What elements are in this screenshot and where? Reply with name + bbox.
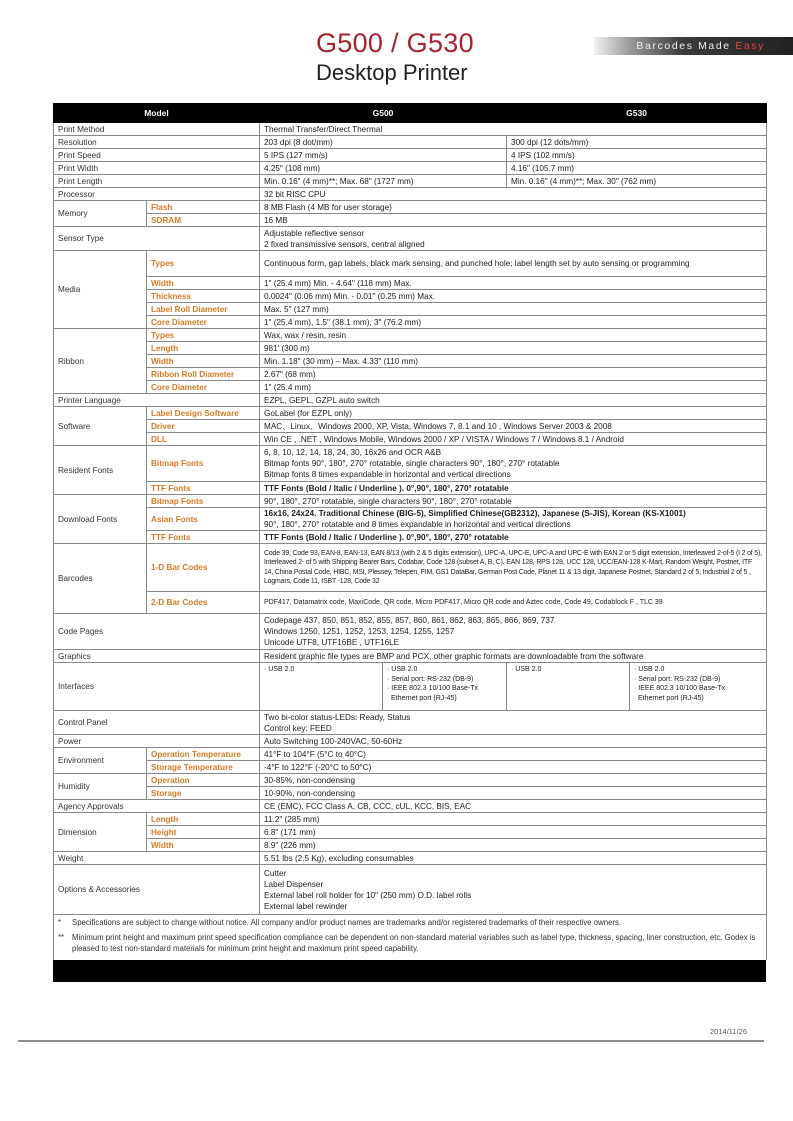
row-value: 32 bit RISC CPU <box>260 188 767 201</box>
value-line: · USB 2.0 <box>634 666 665 673</box>
value-line: · USB 2.0 <box>264 666 295 673</box>
value-line: External label rewinder <box>264 901 348 911</box>
row-label: Memory <box>54 201 147 227</box>
row-label: Options & Accessories <box>54 865 260 915</box>
value-line: · USB 2.0 <box>387 666 418 673</box>
sub-label: Label Design Software <box>147 407 260 420</box>
sub-label: Length <box>147 813 260 826</box>
table-row <box>54 407 767 420</box>
table-row <box>54 787 767 800</box>
table-row <box>54 329 767 342</box>
sub-label: 1-D Bar Codes <box>147 544 260 592</box>
table-row <box>54 188 767 201</box>
g530-interface-a <box>507 663 630 711</box>
table-row <box>54 251 767 277</box>
sub-label: DLL <box>147 433 260 446</box>
sub-label: Bitmap Fonts <box>147 495 260 508</box>
value-line: External label roll holder for 10" (250 mm) O.D. label rolls <box>264 890 472 900</box>
sub-label: Storage <box>147 787 260 800</box>
row-label: Download Fonts <box>54 495 147 544</box>
value-line: Unicode UTF8, UTF16BE , UTF16LE <box>264 638 400 647</box>
value-line: 2 fixed transmissive sensors, central aligned <box>264 239 425 249</box>
sub-label: Length <box>147 342 260 355</box>
row-value: 11.2" (285 mm) <box>260 813 767 826</box>
row-value <box>260 227 767 251</box>
sub-label: Width <box>147 355 260 368</box>
g500-interface-a <box>260 663 383 711</box>
sub-label: Driver <box>147 420 260 433</box>
table-row <box>54 839 767 852</box>
value-line: · IEEE 802.3 10/100 Base-Tx <box>634 685 726 692</box>
sub-label: SDRAM <box>147 214 260 227</box>
table-row <box>54 482 767 495</box>
value-line: · Serial port: RS-232 (DB-9) <box>387 675 474 683</box>
table-row <box>54 774 767 787</box>
table-row <box>54 136 767 149</box>
row-value: 1" (25.4 mm) Min. - 4.64" (118 mm) Max. <box>260 277 767 290</box>
table-row <box>54 761 767 774</box>
row-value: Min. 1.18" (30 mm) – Max. 4.33" (110 mm) <box>260 355 767 368</box>
row-value: 8.9" (226 mm) <box>260 839 767 852</box>
footnote-row <box>54 930 767 960</box>
value-line: Bitmap fonts 8 times expandable in horizontal and vertical directions <box>264 470 511 479</box>
table-row <box>54 214 767 227</box>
table-row <box>54 355 767 368</box>
sub-label: Core Diameter <box>147 381 260 394</box>
value-line: Two bi-color status-LEDs: Ready, Status <box>264 712 411 722</box>
row-label: Print Width <box>54 162 260 175</box>
sub-label: Operation Temperature <box>147 748 260 761</box>
g500-value: 5 IPS (127 mm/s) <box>260 149 507 162</box>
row-value: TTF Fonts (Bold / Italic / Underline ). 0°,90°, 180°, 270° rotatable <box>260 531 767 544</box>
document-date: 2014/11/26 <box>710 1027 747 1036</box>
value-line: 16x16, 24x24. Traditional Chinese (BIG-5), Simplified Chinese(GB2312), Japanese (S-JIS), Korean (KS-X1001) <box>264 509 686 518</box>
g500-value: Min. 0.16" (4 mm)**; Max. 68" (1727 mm) <box>260 175 507 188</box>
sub-label: 2-D Bar Codes <box>147 592 260 614</box>
row-value: Auto Switching 100-240VAC, 50-60Hz <box>260 735 767 748</box>
value-line: Codepage 437, 850, 851, 852, 855, 857, 860, 861, 862, 863, 865, 866, 869, 737 <box>264 616 555 625</box>
table-row <box>54 592 767 614</box>
table-row <box>54 663 767 711</box>
row-value: PDF417, Datamatrix code, MaxiCode, QR code, Micro PDF417, Micro QR code and Aztec code, Code 49, Codablock F , TLC 39 <box>260 592 767 614</box>
row-label: Print Method <box>54 123 260 136</box>
col-model: Model <box>54 104 260 123</box>
table-row <box>54 420 767 433</box>
value-line: Cutter <box>264 868 287 878</box>
value-line: Ethernet port (RJ-45) <box>638 694 704 702</box>
row-label: Media <box>54 251 147 329</box>
value-line: Control key: FEED <box>264 723 332 733</box>
sub-label: Operation <box>147 774 260 787</box>
sub-label: TTF Fonts <box>147 482 260 495</box>
footnote-row <box>54 915 767 930</box>
row-value: 5.51 lbs (2.5 Kg), excluding consumables <box>260 852 767 865</box>
footer-rule <box>18 1040 764 1042</box>
table-row <box>54 123 767 136</box>
row-value: 10-90%, non-condensing <box>260 787 767 800</box>
row-value: 6.8" (171 mm) <box>260 826 767 839</box>
row-label: Interfaces <box>54 663 260 711</box>
sub-label: Core Diameter <box>147 316 260 329</box>
table-row <box>54 277 767 290</box>
row-value: Resident graphic file types are BMP and PCX, other graphic formats are downloadable from the software <box>260 650 767 663</box>
row-value: Thermal Transfer/Direct Thermal <box>260 123 767 136</box>
table-row <box>54 852 767 865</box>
table-row <box>54 614 767 650</box>
row-value: 90°, 180°, 270° rotatable, single characters 90°, 180°, 270° rotatable <box>260 495 767 508</box>
row-label: Dimension <box>54 813 147 852</box>
sub-label: Thickness <box>147 290 260 303</box>
table-header-row <box>54 104 767 123</box>
sub-label: Types <box>147 251 260 277</box>
table-row <box>54 650 767 663</box>
table-row <box>54 531 767 544</box>
spec-table <box>53 103 767 960</box>
page-subtitle: Desktop Printer <box>316 60 468 85</box>
sub-label: Ribbon Roll Diameter <box>147 368 260 381</box>
table-row <box>54 227 767 251</box>
value-line: 6, 8, 10, 12, 14, 18, 24, 30, 16x26 and OCR A&B <box>264 448 442 457</box>
table-row <box>54 316 767 329</box>
row-label: Print Speed <box>54 149 260 162</box>
value-line: Bitmap fonts 90°, 180°, 270° rotatable, single characters 90°, 180°, 270° rotatable <box>264 459 560 468</box>
table-row <box>54 544 767 592</box>
table-row <box>54 433 767 446</box>
table-row <box>54 800 767 813</box>
table-row <box>54 162 767 175</box>
row-label: Resolution <box>54 136 260 149</box>
table-row <box>54 711 767 735</box>
row-label: Graphics <box>54 650 260 663</box>
sub-label: Asian Fonts <box>147 508 260 531</box>
footer-black-bar <box>53 960 766 982</box>
table-row <box>54 826 767 839</box>
row-label: Software <box>54 407 147 446</box>
g530-value: 4.16" (105.7 mm) <box>507 162 767 175</box>
footnote-text: Minimum print height and maximum print speed specification compliance can be dependent on non-standard material variables such as label type, thickness, spacing, liner construction, etc. Godex is pleased to test non-standard materials for minimum print height and maximum print speed capability. <box>72 932 756 953</box>
footnote-mark: ** <box>58 932 65 942</box>
row-value: TTF Fonts (Bold / Italic / Underline ). 0°,90°, 180°, 270° rotatable <box>260 482 767 495</box>
sub-label: TTF Fonts <box>147 531 260 544</box>
table-row <box>54 446 767 482</box>
value-line: Adjustable reflective sensor <box>264 228 365 238</box>
value-line: Windows 1250, 1251, 1252, 1253, 1254, 1255, 1257 <box>264 627 455 636</box>
row-value <box>260 614 767 650</box>
sub-label: Types <box>147 329 260 342</box>
row-label: Humidity <box>54 774 147 800</box>
row-label: Print Length <box>54 175 260 188</box>
row-value: GoLabel (for EZPL only) <box>260 407 767 420</box>
sub-label: Label Roll Diameter <box>147 303 260 316</box>
table-row <box>54 175 767 188</box>
footnote-mark: * <box>58 917 62 927</box>
table-row <box>54 368 767 381</box>
table-row <box>54 381 767 394</box>
row-value: 8 MB Flash (4 MB for user storage) <box>260 201 767 214</box>
row-label: Power <box>54 735 260 748</box>
row-value: Wax, wax / resin, resin <box>260 329 767 342</box>
value-line: Label Dispenser <box>264 879 324 889</box>
sub-label: Flash <box>147 201 260 214</box>
row-value: Continuous form, gap labels, black mark sensing, and punched hole; label length set by auto sensing or programming <box>260 251 767 277</box>
row-label: Environment <box>54 748 147 774</box>
row-value: MAC、Linux、Windows 2000, XP, Vista, Windows 7, 8.1 and 10 , Windows Server 2003 & 2008 <box>260 420 767 433</box>
table-row <box>54 748 767 761</box>
col-g530: G530 <box>507 104 767 123</box>
value-line: Ethernet port (RJ-45) <box>391 694 457 702</box>
row-label: Weight <box>54 852 260 865</box>
row-label: Printer Language <box>54 394 260 407</box>
g530-interface-b <box>630 663 767 711</box>
spec-sheet <box>53 103 766 982</box>
table-row <box>54 495 767 508</box>
row-label: Agency Approvals <box>54 800 260 813</box>
tagline-accent: Easy <box>735 40 765 52</box>
row-label: Barcodes <box>54 544 147 614</box>
row-value: EZPL, GEPL, GZPL auto switch <box>260 394 767 407</box>
row-value: Win CE , .NET , Windows Mobile, Windows 2000 / XP / VISTA / Windows 7 / Windows 8.1 / Android <box>260 433 767 446</box>
row-value: 0.0024" (0.06 mm) Min. - 0.01" (0.25 mm) Max. <box>260 290 767 303</box>
sub-label: Storage Temperature <box>147 761 260 774</box>
g500-interface-b <box>383 663 507 711</box>
row-value: -4°F to 122°F (-20°C to 50°C) <box>260 761 767 774</box>
row-value: Code 39, Code 93, EAN-8, EAN-13, EAN 8/13 (with 2 & 5 digits extension), UPC-A, UPC-E, UPC-A and UPC-E with EAN 2 or 5 digit extension, Interleaved 2-of-5 (I 2 of 5), Interleaved 2- of 5 with Shipping Bearer Bars, Codabar, Code 128 (subset A, B, C), EAN 128, RPS 128, UCC 128, UCC/EAN-128 K-Mart, Random Weight, Postnet, ITF 14, China Postal Code, HIBC, MSI, Plessey, Telepen, FIM, GS1 DataBar, German Post Code, Planet 11 & 13 digit, Japanese Postnet, Standard 2 of 5, Industrial 2 of 5 , Logmars, Code 11, ISBT -128, Code 32 <box>260 544 767 592</box>
row-value <box>260 711 767 735</box>
row-label: Sensor Type <box>54 227 260 251</box>
table-row <box>54 201 767 214</box>
table-row <box>54 865 767 915</box>
row-value: CE (EMC), FCC Class A, CB, CCC, cUL, KCC, BIS, EAC <box>260 800 767 813</box>
g500-value: 4.25" (108 mm) <box>260 162 507 175</box>
g530-value: Min. 0.16" (4 mm)**; Max. 30" (762 mm) <box>507 175 767 188</box>
row-value: 16 MB <box>260 214 767 227</box>
row-label: Processor <box>54 188 260 201</box>
table-row <box>54 149 767 162</box>
sub-label: Width <box>147 839 260 852</box>
page-title: G500 / G530 <box>316 28 474 58</box>
row-label: Ribbon <box>54 329 147 394</box>
row-value <box>260 865 767 915</box>
row-value: 2.67" (68 mm) <box>260 368 767 381</box>
table-row <box>54 303 767 316</box>
row-label: Resident Fonts <box>54 446 147 495</box>
table-row <box>54 508 767 531</box>
row-value: Max. 5" (127 mm) <box>260 303 767 316</box>
g500-value: 203 dpi (8 dot/mm) <box>260 136 507 149</box>
table-row <box>54 735 767 748</box>
footnote-text: Specifications are subject to change without notice. All company and/or product names are trademarks and/or registered trademarks of their respective owners. <box>72 917 622 927</box>
sub-label: Width <box>147 277 260 290</box>
table-row <box>54 813 767 826</box>
row-label: Code Pages <box>54 614 260 650</box>
value-line: 90°, 180°, 270° rotatable and 8 times expandable in horizontal and vertical directions <box>264 520 571 529</box>
col-g500: G500 <box>260 104 507 123</box>
row-value: 30-85%, non-condensing <box>260 774 767 787</box>
brand-tagline <box>594 37 793 55</box>
row-value: 1" (25.4 mm) <box>260 381 767 394</box>
value-line: · USB 2.0 <box>511 666 542 673</box>
sub-label: Height <box>147 826 260 839</box>
g530-value: 300 dpi (12 dots/mm) <box>507 136 767 149</box>
tagline-text: Barcodes Made <box>636 40 736 52</box>
value-line: · Serial port: RS-232 (DB-9) <box>634 675 721 683</box>
row-value <box>260 508 767 531</box>
footnote-1 <box>54 915 767 930</box>
row-label: Control Panel <box>54 711 260 735</box>
row-value <box>260 446 767 482</box>
row-value: 981' (300 m) <box>260 342 767 355</box>
footnote-2 <box>54 930 767 960</box>
table-row <box>54 342 767 355</box>
value-line: · IEEE 802.3 10/100 Base-Tx <box>387 685 479 692</box>
table-row <box>54 290 767 303</box>
table-row <box>54 394 767 407</box>
row-value: 41°F to 104°F (5°C to 40°C) <box>260 748 767 761</box>
row-value: 1" (25.4 mm), 1.5" (38.1 mm), 3" (76.2 mm) <box>260 316 767 329</box>
g530-value: 4 IPS (102 mm/s) <box>507 149 767 162</box>
sub-label: Bitmap Fonts <box>147 446 260 482</box>
